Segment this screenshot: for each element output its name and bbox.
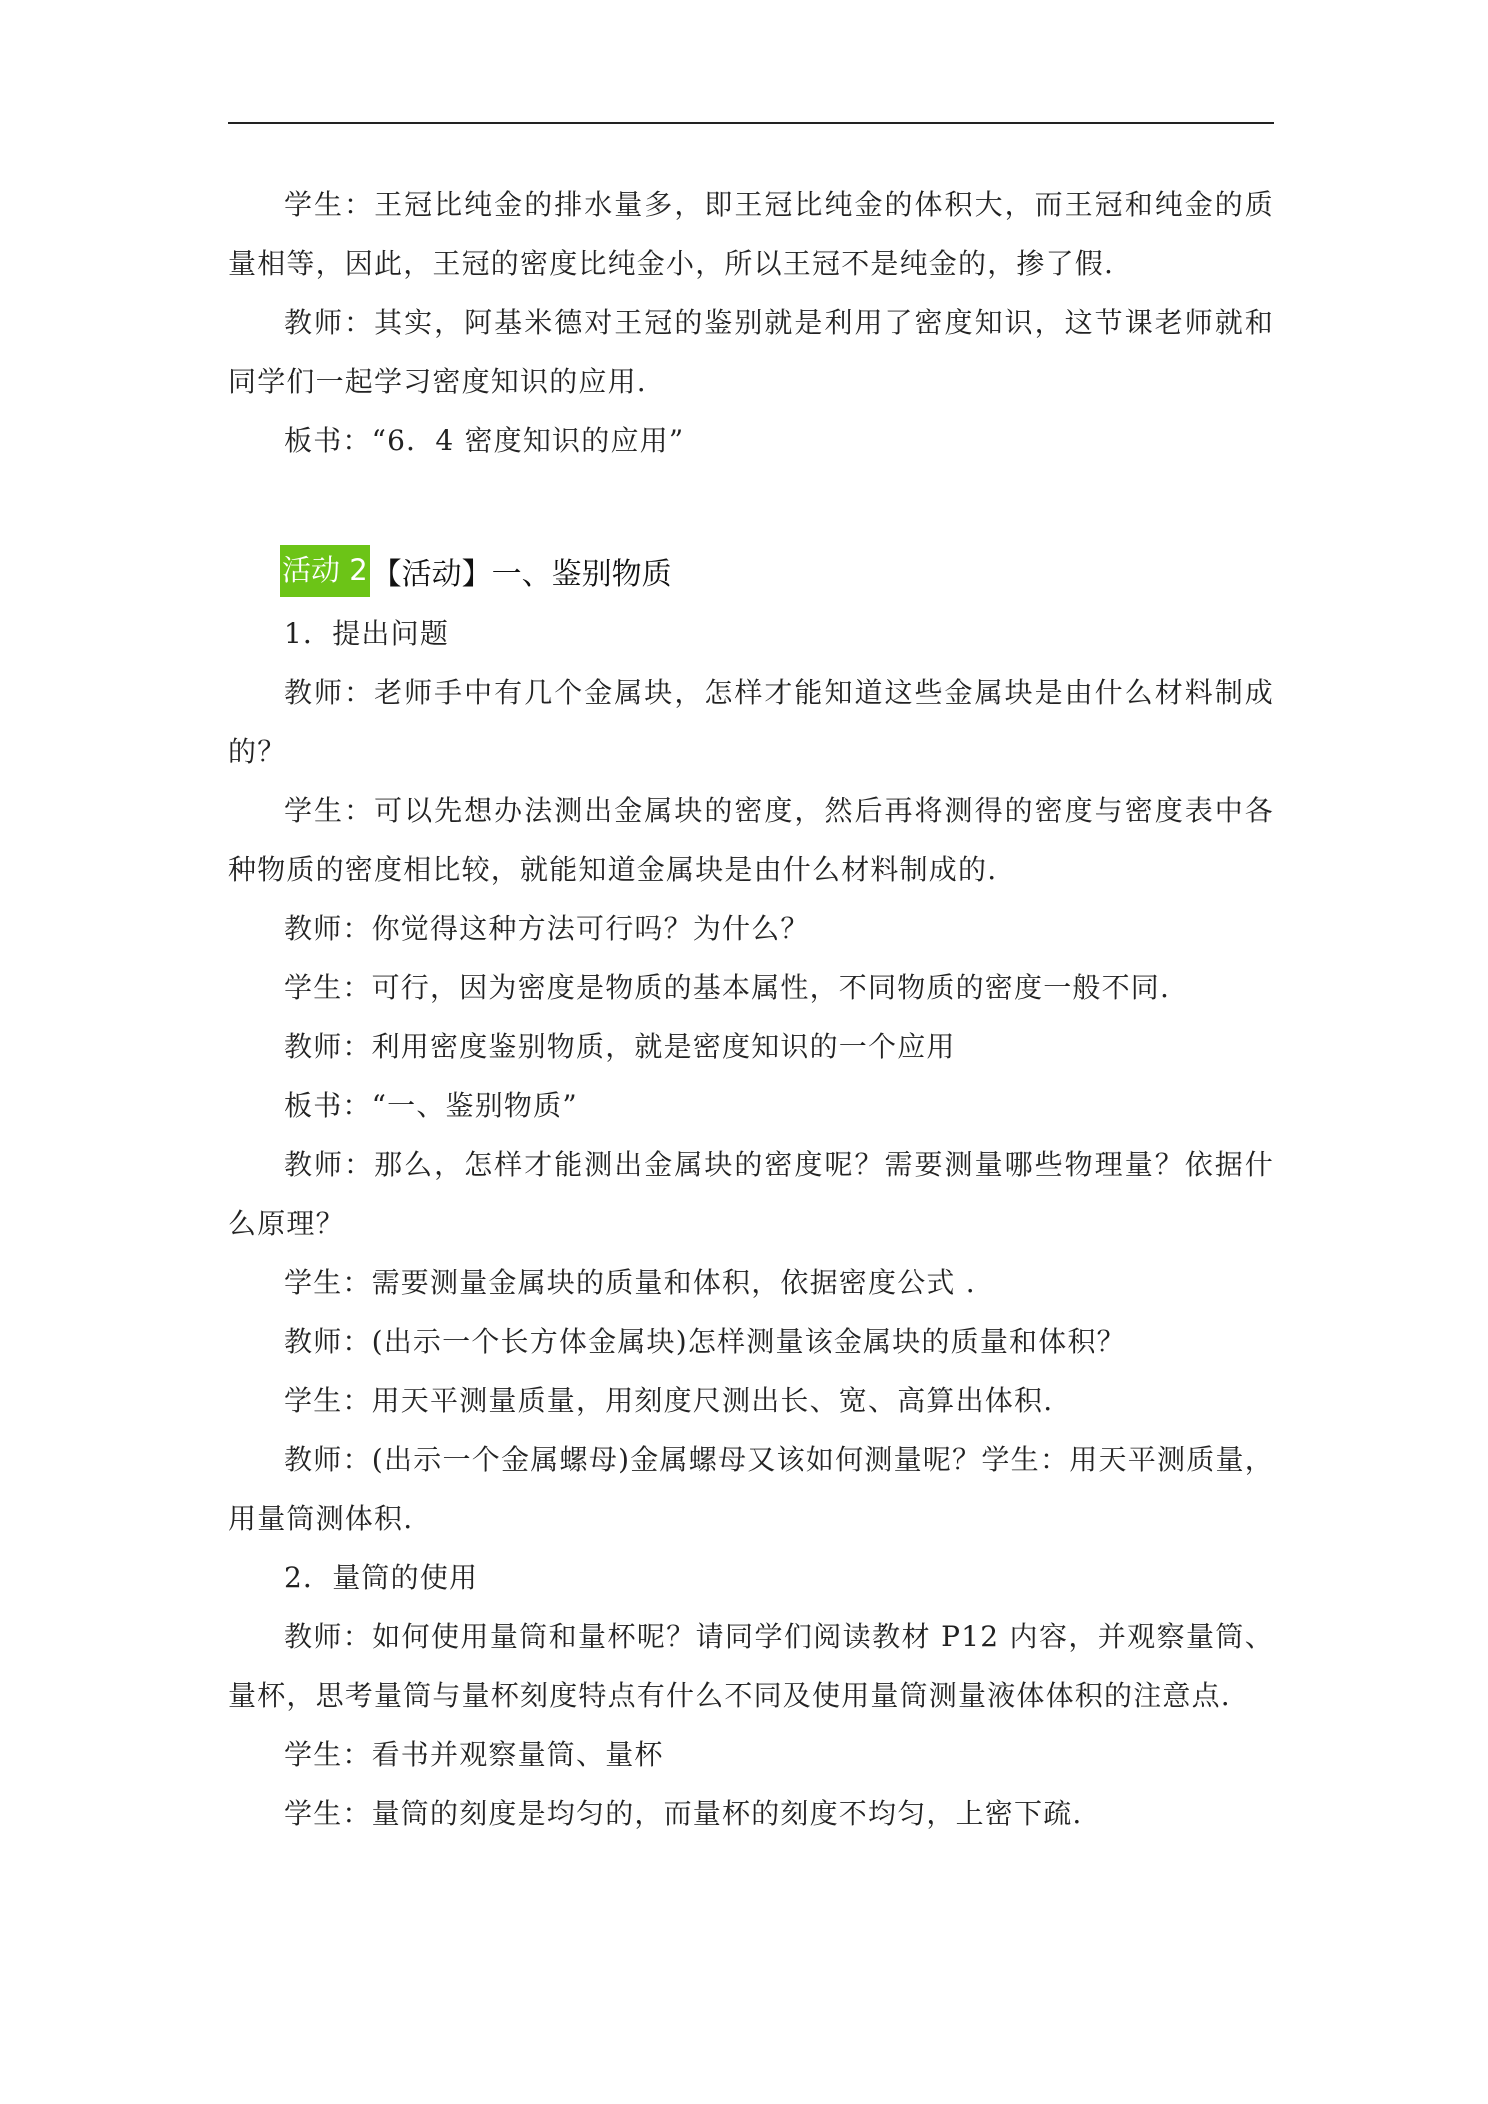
paragraph: 教师：(出示一个金属螺母)金属螺母又该如何测量呢？学生：用天平测质量，用量筒测体积.: [228, 1443, 1274, 1535]
section-gap: [228, 470, 1274, 540]
activity-title: 【活动】一、鉴别物质: [371, 557, 672, 592]
paragraph: 教师：如何使用量筒和量杯呢？请同学们阅读教材 P12 内容，并观察量筒、量杯，思考量筒与量杯刻度特点有什么不同及使用量筒测量液体体积的注意点.: [228, 1620, 1274, 1712]
paragraph: 学生：可行，因为密度是物质的基本属性，不同物质的密度一般不同.: [284, 971, 1171, 1004]
paragraph: 学生：可以先想办法测出金属块的密度，然后再将测得的密度与密度表中各种物质的密度相比较，就能知道金属块是由什么材料制成的.: [228, 794, 1274, 886]
paragraph: 学生：量筒的刻度是均匀的，而量杯的刻度不均匀，上密下疏.: [284, 1797, 1083, 1830]
paragraph: 板书：“6．4 密度知识的应用”: [284, 424, 685, 457]
paragraph: 教师：(出示一个长方体金属块)怎样测量该金属块的质量和体积？: [284, 1325, 1126, 1358]
paragraph: 学生：看书并观察量筒、量杯: [284, 1738, 664, 1771]
paragraph: 教师：其实，阿基米德对王冠的鉴别就是利用了密度知识，这节课老师就和同学们一起学习密度知识的应用.: [228, 306, 1274, 398]
document-body: [228, 175, 1274, 1843]
paragraph: 教师：老师手中有几个金属块，怎样才能知道这些金属块是由什么材料制成的？: [228, 676, 1274, 768]
header-rule: [228, 122, 1274, 124]
paragraph: 1．提出问题: [284, 617, 450, 650]
paragraph: 教师：你觉得这种方法可行吗？为什么？: [284, 912, 810, 945]
activity-heading: [228, 540, 1274, 602]
paragraph: 学生：王冠比纯金的排水量多，即王冠比纯金的体积大，而王冠和纯金的质量相等，因此，王冠的密度比纯金小，所以王冠不是纯金的，掺了假.: [228, 188, 1274, 280]
paragraph: 教师：利用密度鉴别物质，就是密度知识的一个应用: [284, 1030, 956, 1063]
paragraph: 学生：用天平测量质量，用刻度尺测出长、宽、高算出体积.: [284, 1384, 1054, 1417]
paragraph: 2．量筒的使用: [284, 1561, 479, 1594]
paragraph: 板书：“一、鉴别物质”: [284, 1089, 578, 1122]
paragraph: 教师：那么，怎样才能测出金属块的密度呢？需要测量哪些物理量？依据什么原理？: [228, 1148, 1274, 1240]
paragraph: 学生：需要测量金属块的质量和体积，依据密度公式 .: [284, 1266, 976, 1299]
activity-badge: 活动 2: [280, 545, 370, 597]
